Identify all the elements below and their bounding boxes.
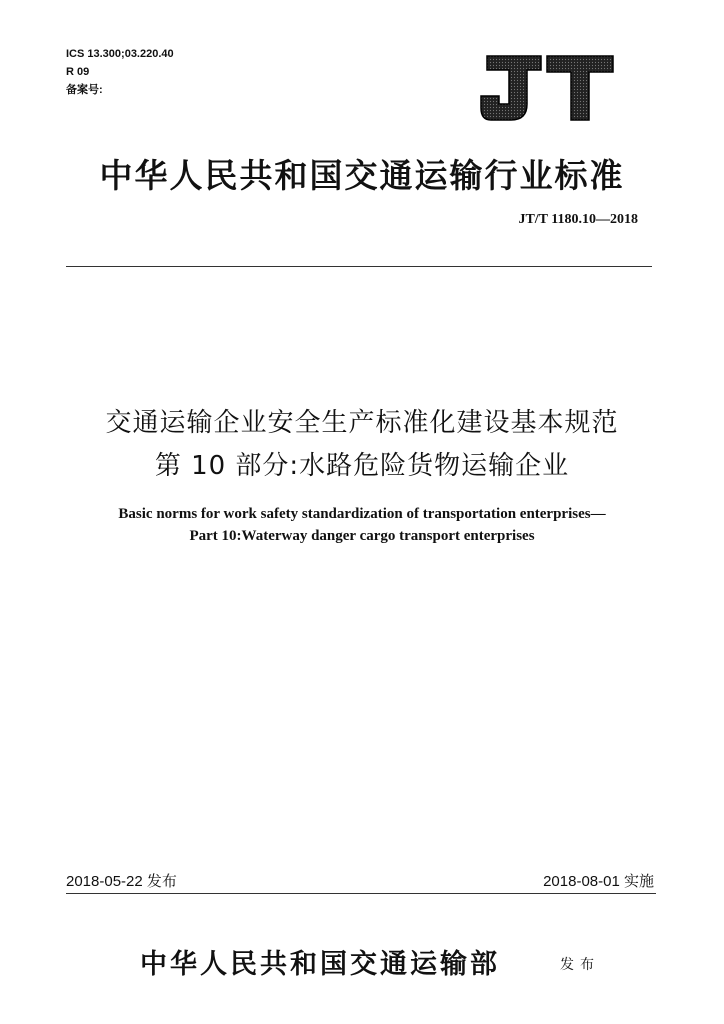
- issuing-authority: 中华人民共和国交通运输部: [140, 949, 500, 980]
- record-number-label: 备案号:: [66, 84, 103, 96]
- title-en-line2: Part 10:Waterway danger cargo transport enterprises: [189, 528, 535, 544]
- title-en-line1: Basic norms for work safety standardization of transportation enterprises—: [118, 506, 606, 522]
- title-zh-line2: 第 10 部分:水路危险货物运输企业: [154, 451, 570, 481]
- standard-number: JT/T 1180.10—2018: [518, 212, 638, 227]
- title-zh-line1: 交通运输企业安全生产标准化建设基本规范: [105, 408, 619, 438]
- standard-category-title: 中华人民共和国交通运输行业标准: [99, 156, 625, 195]
- issue-date: 2018-05-22 发布: [66, 873, 177, 890]
- ccs-code: R 09: [66, 66, 90, 78]
- issue-label: 发布: [560, 957, 600, 973]
- bottom-divider: [66, 893, 656, 894]
- implementation-date: 2018-08-01 实施: [543, 873, 654, 890]
- top-divider: [66, 266, 652, 267]
- jt-logo: [477, 52, 617, 124]
- ics-code: ICS 13.300;03.220.40: [66, 48, 174, 60]
